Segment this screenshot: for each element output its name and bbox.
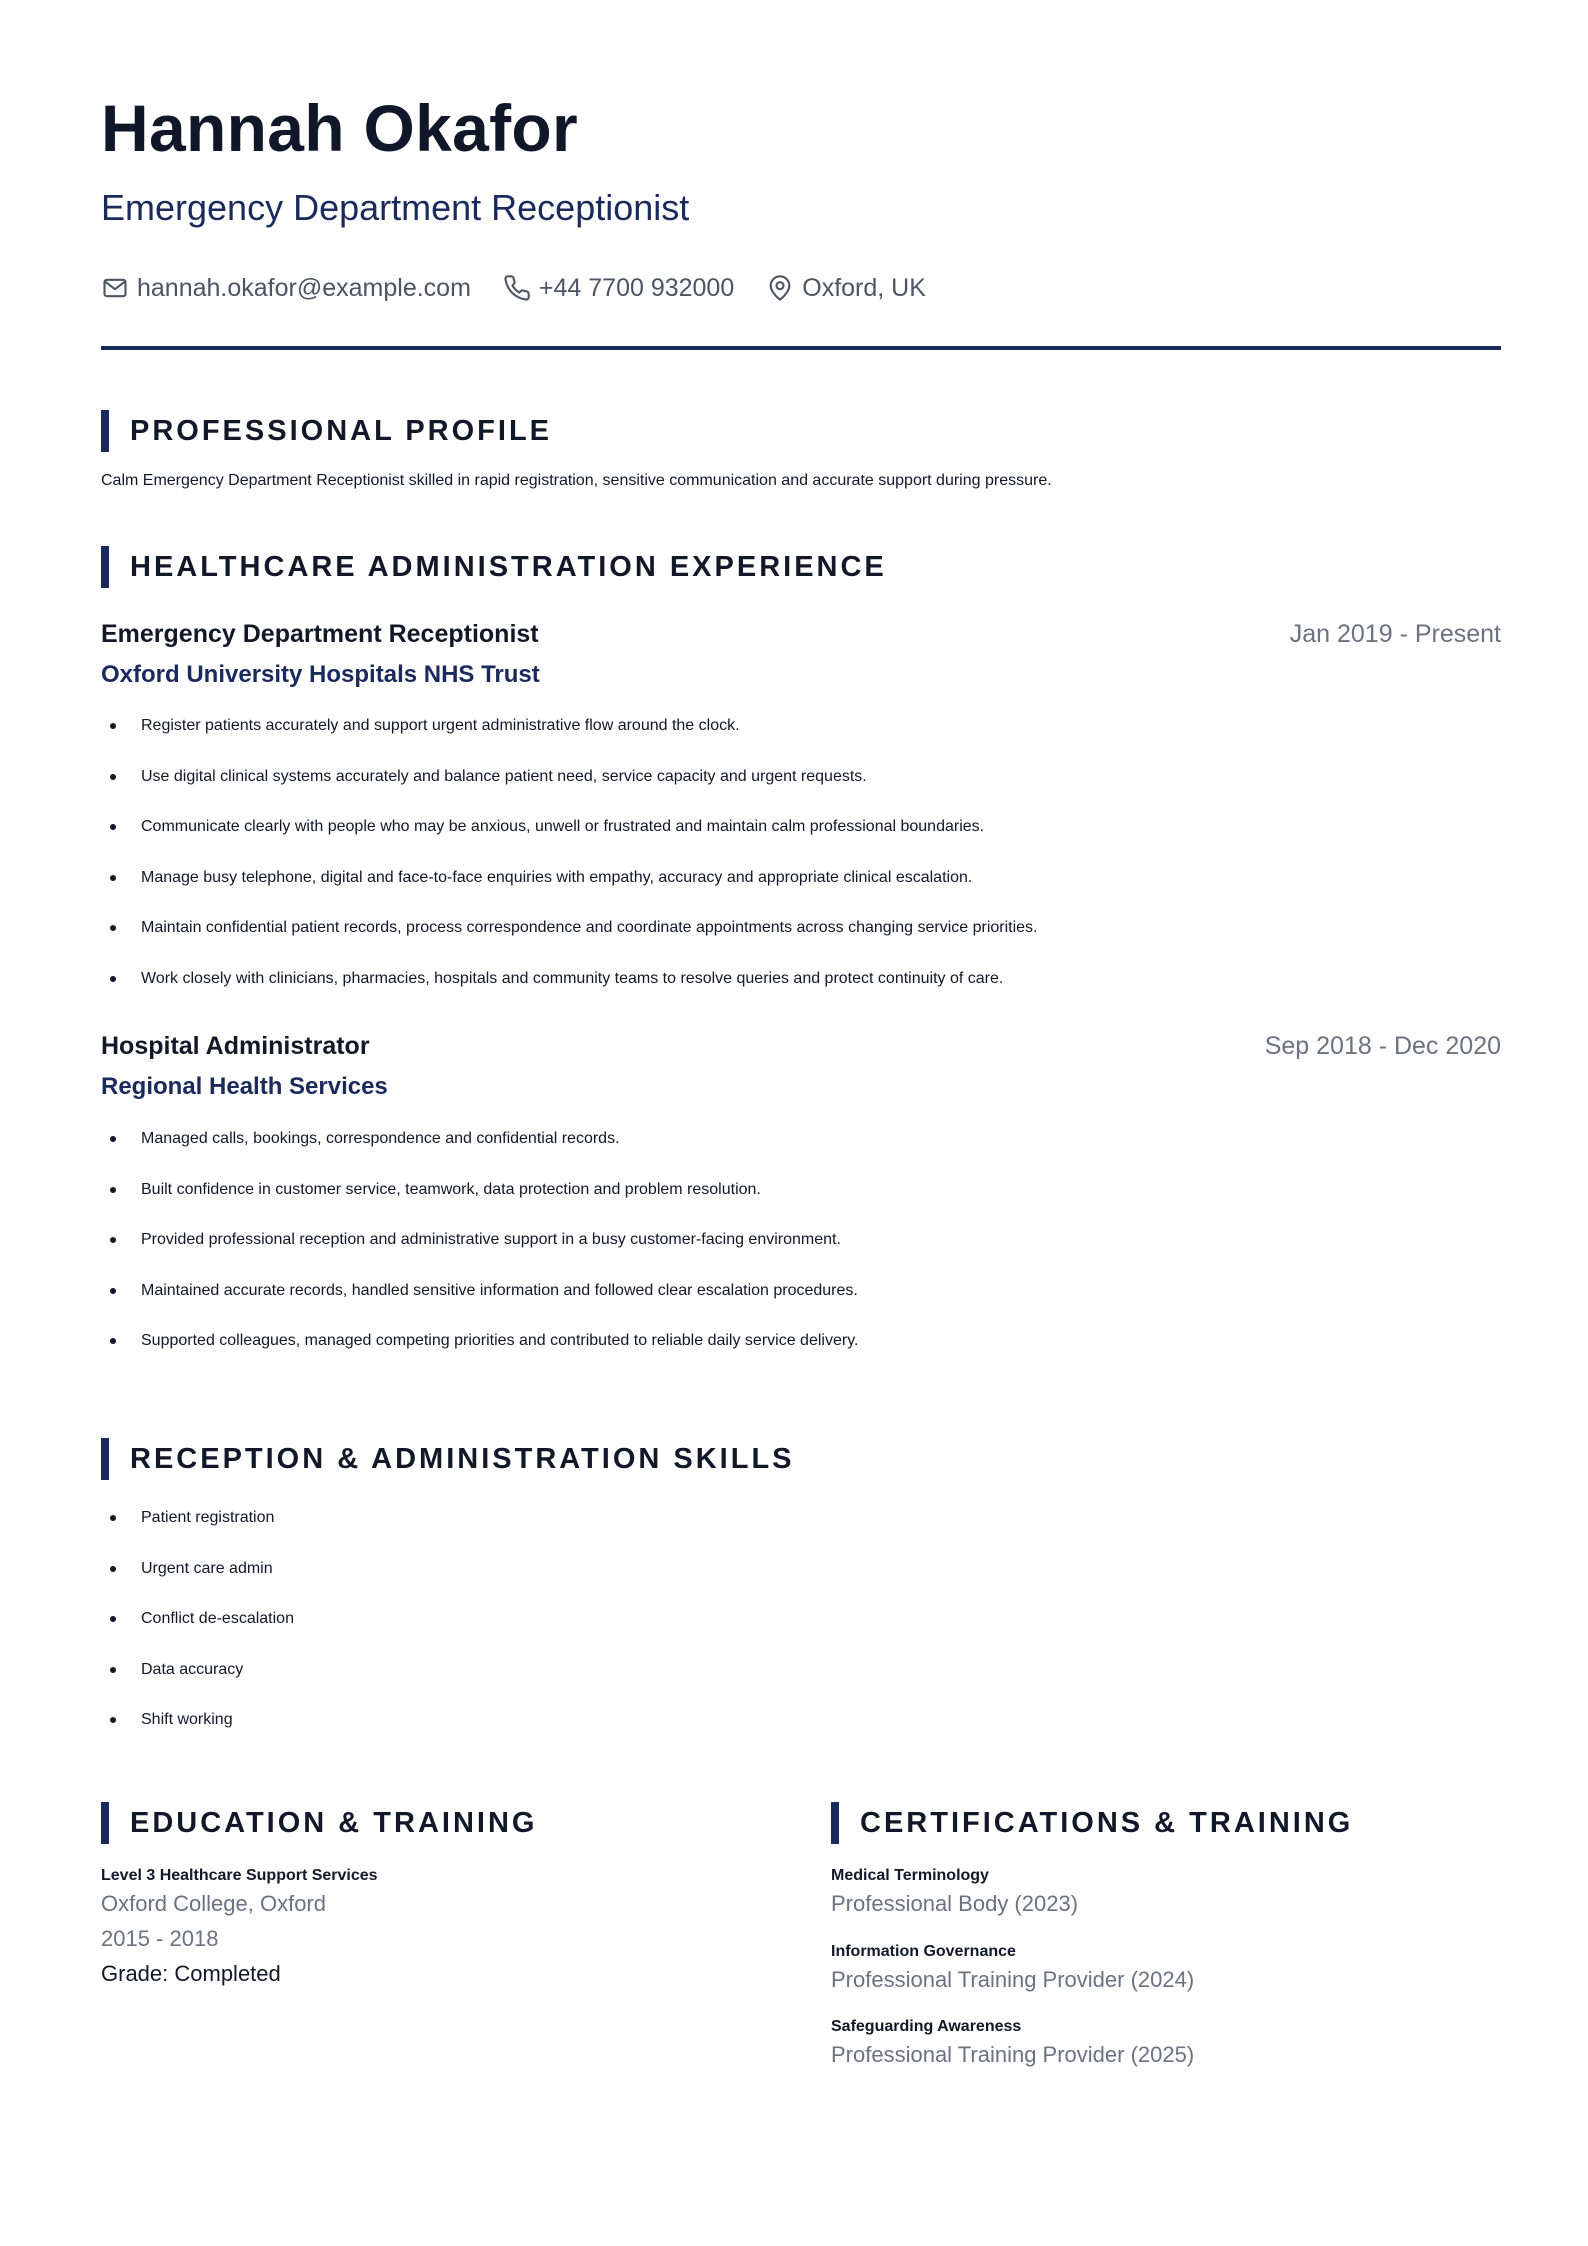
section-accent-bar bbox=[101, 1802, 109, 1844]
job-organisation: Regional Health Services bbox=[101, 1073, 388, 1100]
list-item: Register patients accurately and support urgent administrative flow around the clock. bbox=[101, 715, 1038, 766]
map-pin-icon bbox=[766, 274, 794, 302]
job-dates: Sep 2018 - Dec 2020 bbox=[1264, 1032, 1501, 1060]
list-item: Managed calls, bookings, correspondence and confidential records. bbox=[101, 1128, 858, 1179]
list-item: Provided professional reception and administrative support in a busy customer-facing environment. bbox=[101, 1229, 858, 1280]
job-bullet-list bbox=[101, 1128, 858, 1381]
certification-entry bbox=[831, 1867, 1078, 1917]
list-item: Urgent care admin bbox=[101, 1558, 294, 1609]
contact-location bbox=[766, 274, 926, 303]
email-text: hannah.okafor@example.com bbox=[137, 273, 471, 302]
profile-heading bbox=[101, 410, 552, 452]
education-entry bbox=[101, 1867, 378, 1987]
list-item: Maintain confidential patient records, process correspondence and coordinate appointments across changing service priorities. bbox=[101, 917, 1038, 968]
list-item: Use digital clinical systems accurately and balance patient need, service capacity and urgent requests. bbox=[101, 766, 1038, 817]
mail-icon bbox=[101, 274, 129, 302]
education-qualification: Level 3 Healthcare Support Services bbox=[101, 1867, 378, 1884]
header-divider bbox=[101, 346, 1501, 350]
section-accent-bar bbox=[101, 410, 109, 452]
job-organisation: Oxford University Hospitals NHS Trust bbox=[101, 661, 540, 688]
skills-heading bbox=[101, 1438, 795, 1480]
certification-entry bbox=[831, 1943, 1194, 1993]
list-item: Communicate clearly with people who may be anxious, unwell or frustrated and maintain calm professional boundaries. bbox=[101, 816, 1038, 867]
candidate-name: Hannah Okafor bbox=[101, 91, 578, 165]
list-item: Work closely with clinicians, pharmacies, hospitals and community teams to resolve queries and protect continuity of care. bbox=[101, 968, 1038, 1019]
section-title: CERTIFICATIONS & TRAINING bbox=[860, 1806, 1354, 1839]
section-accent-bar bbox=[101, 546, 109, 588]
list-item: Data accuracy bbox=[101, 1659, 294, 1710]
contact-phone[interactable] bbox=[503, 274, 734, 303]
education-institution: Oxford College, Oxford bbox=[101, 1891, 326, 1916]
job-dates: Jan 2019 - Present bbox=[1289, 620, 1501, 648]
list-item: Shift working bbox=[101, 1709, 294, 1760]
list-item: Patient registration bbox=[101, 1507, 294, 1558]
section-accent-bar bbox=[831, 1802, 839, 1844]
contact-row bbox=[101, 270, 958, 306]
certification-title: Medical Terminology bbox=[831, 1867, 989, 1884]
certification-entry bbox=[831, 2018, 1194, 2068]
phone-text: +44 7700 932000 bbox=[538, 273, 735, 302]
profile-summary: Calm Emergency Department Receptionist skilled in rapid registration, sensitive communication and accurate support during pressure. bbox=[101, 472, 1052, 489]
phone-icon bbox=[503, 274, 531, 302]
certification-issuer: Professional Training Provider (2024) bbox=[831, 1967, 1195, 1992]
education-years: 2015 - 2018 bbox=[101, 1926, 219, 1951]
section-accent-bar bbox=[101, 1438, 109, 1480]
list-item: Built confidence in customer service, teamwork, data protection and problem resolution. bbox=[101, 1179, 858, 1230]
skills-list bbox=[101, 1507, 294, 1760]
certification-title: Safeguarding Awareness bbox=[831, 2018, 1022, 2035]
list-item: Manage busy telephone, digital and face-to-face enquiries with empathy, accuracy and appropriate clinical escalation. bbox=[101, 867, 1038, 918]
job-bullet-list bbox=[101, 715, 1038, 1018]
certifications-heading bbox=[831, 1802, 1353, 1844]
section-title: HEALTHCARE ADMINISTRATION EXPERIENCE bbox=[130, 550, 887, 583]
location-text: Oxford, UK bbox=[802, 273, 926, 302]
certification-issuer: Professional Training Provider (2025) bbox=[831, 2042, 1195, 2067]
section-title: PROFESSIONAL PROFILE bbox=[130, 414, 553, 447]
education-grade: Grade: Completed bbox=[101, 1961, 281, 1986]
section-title: EDUCATION & TRAINING bbox=[130, 1806, 538, 1839]
list-item: Conflict de-escalation bbox=[101, 1608, 294, 1659]
list-item: Supported colleagues, managed competing priorities and contributed to reliable daily service delivery. bbox=[101, 1330, 858, 1381]
certification-title: Information Governance bbox=[831, 1943, 1016, 1960]
certification-issuer: Professional Body (2023) bbox=[831, 1891, 1079, 1916]
section-title: RECEPTION & ADMINISTRATION SKILLS bbox=[130, 1442, 795, 1475]
contact-email[interactable] bbox=[101, 274, 471, 303]
job-title: Hospital Administrator bbox=[101, 1032, 370, 1060]
education-heading bbox=[101, 1802, 537, 1844]
experience-heading bbox=[101, 546, 887, 588]
list-item: Maintained accurate records, handled sensitive information and followed clear escalation procedures. bbox=[101, 1280, 858, 1331]
candidate-title: Emergency Department Receptionist bbox=[101, 187, 690, 228]
job-title: Emergency Department Receptionist bbox=[101, 620, 539, 648]
